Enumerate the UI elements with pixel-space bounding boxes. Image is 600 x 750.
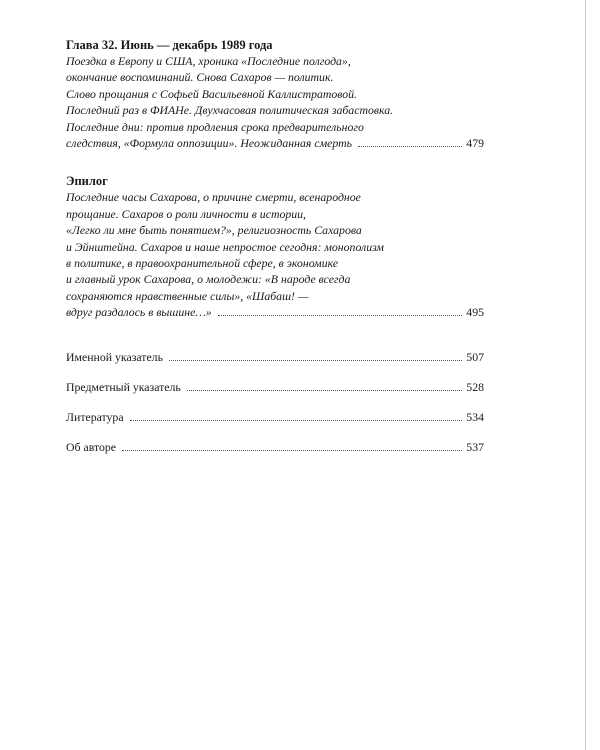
page-number: 495 — [466, 305, 484, 320]
chapter-description-line: следствия, «Формула оппозиции». Неожиданная смерть — [66, 136, 352, 151]
chapter-description-line: Последние дни: против продления срока предварительного — [66, 119, 364, 134]
page-number: 528 — [466, 379, 484, 394]
epilogue-description-last-line — [66, 304, 484, 320]
toc-entry-label: Предметный указатель — [66, 379, 181, 394]
dot-leader — [130, 420, 463, 421]
toc-entry-label: Об авторе — [66, 439, 117, 454]
chapter-description-line: окончание воспоминаний. Снова Сахаров — политик. — [66, 70, 334, 85]
epilogue-entry — [66, 173, 484, 320]
dot-leader — [122, 450, 462, 451]
dot-leader — [218, 315, 463, 316]
chapter-description-last-line — [66, 135, 484, 151]
epilogue-title: Эпилог — [66, 174, 108, 189]
chapter-title: Глава 32. Июнь — декабрь 1989 года — [66, 38, 273, 52]
chapter-32-entry — [66, 37, 484, 151]
chapter-description-line: Слово прощания с Софьей Васильевной Каллистратовой. — [66, 86, 358, 101]
toc-entry-subject-index — [66, 379, 484, 395]
epilogue-description-line: «Легко ли мне быть понятием?», религиозность Сахарова — [66, 223, 362, 238]
epilogue-description-line: сохраняются нравственные силы», «Шабаш! — — [66, 288, 309, 303]
toc-entry-name-index — [66, 349, 484, 365]
epilogue-description-line: вдруг раздалось в вышине…» — [66, 305, 212, 320]
dot-leader — [169, 360, 462, 361]
toc-entry-bibliography — [66, 409, 484, 425]
page-number: 534 — [466, 409, 484, 424]
epilogue-description-line: и Эйнштейна. Сахаров и наше непростое сегодня: монополизм — [66, 239, 384, 254]
dot-leader — [187, 390, 463, 391]
toc-entry-about-author — [66, 439, 484, 455]
table-of-contents — [66, 37, 484, 469]
dot-leader — [358, 146, 462, 147]
chapter-description-line: Поездка в Европу и США, хроника «Последние полгода», — [66, 54, 351, 68]
chapter-description-line: Последний раз в ФИАНе. Двухчасовая политическая забастовка. — [66, 103, 394, 118]
page-number: 479 — [466, 136, 484, 151]
toc-entry-label: Именной указатель — [66, 349, 163, 364]
epilogue-description-line: Последние часы Сахарова, о причине смерти, всенародное — [66, 190, 361, 205]
toc-entry-label: Литература — [66, 409, 124, 424]
page-number: 537 — [466, 439, 484, 454]
epilogue-description-line: прощание. Сахаров о роли личности в истории, — [66, 206, 307, 221]
page-number: 507 — [466, 349, 484, 364]
epilogue-description-line: в политике, в правоохранительной сфере, в экономике — [66, 256, 339, 271]
epilogue-description-line: и главный урок Сахарова, о молодежи: «В народе всегда — [66, 272, 351, 287]
page-edge-line — [585, 0, 586, 750]
